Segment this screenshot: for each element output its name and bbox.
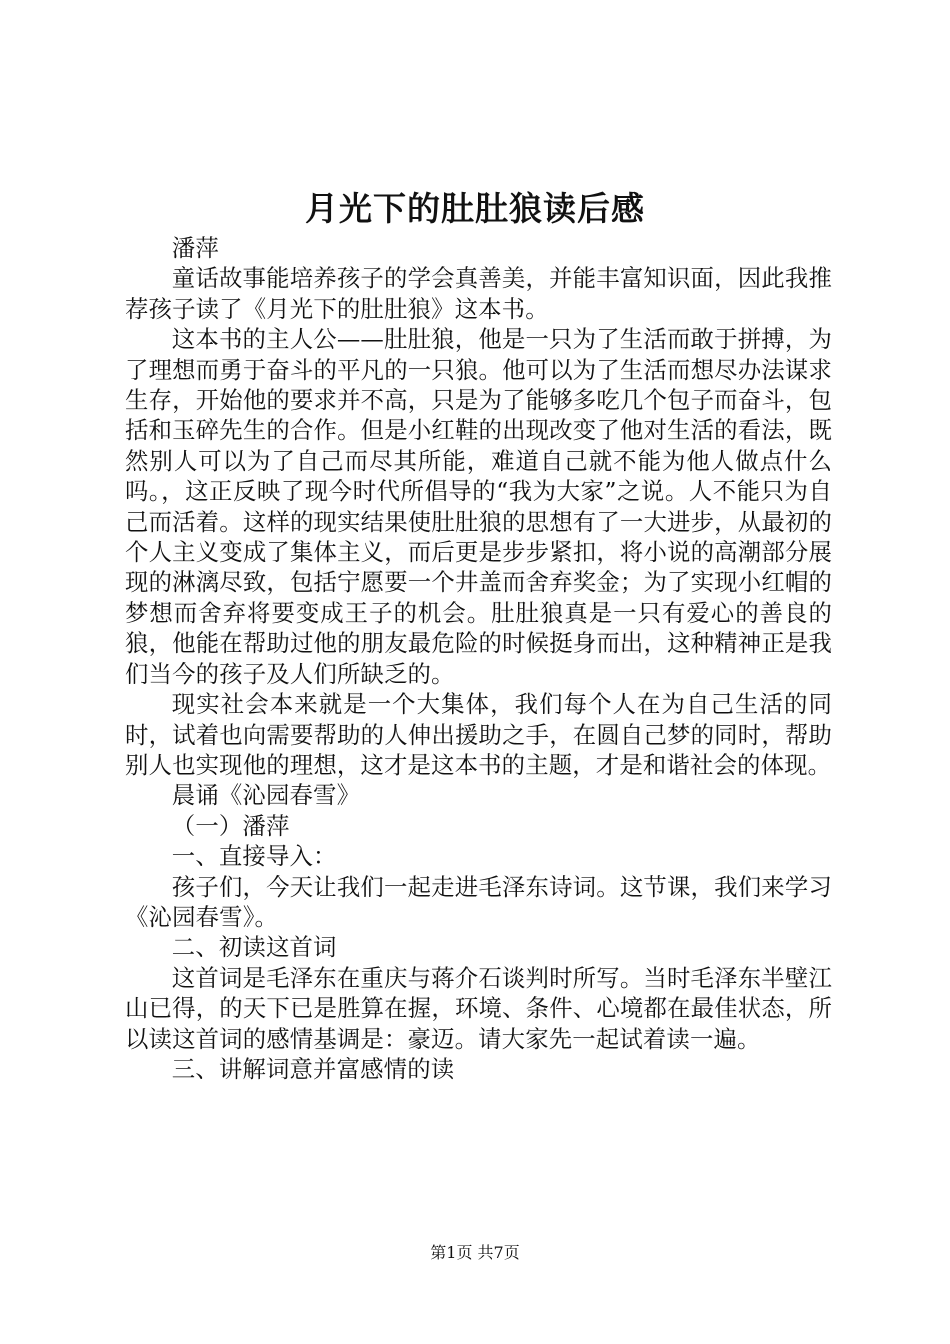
- author-line: （一）潘萍: [171, 811, 290, 840]
- paragraph: 这首词是毛泽东在重庆与蒋介石谈判时所写。当时毛泽东半壁江山已得，的天下已是胜算在握，环境、条件、心境都在最佳状态，所以读这首词的感情基调是：豪迈。请大家先一起试着读一遍。: [125, 963, 832, 1053]
- section-heading: 三、讲解词意并富感情的读: [171, 1054, 455, 1083]
- paragraph: 现实社会本来就是一个大集体，我们每个人在为自己生活的同时，试着也向需要帮助的人伸出援助之手，在圆自己梦的同时，帮助别人也实现他的理想，这才是这本书的主题，才是和谐社会的体现。: [125, 690, 832, 779]
- section-heading: 二、初读这首词: [171, 933, 337, 962]
- paragraph: 这本书的主人公——肚肚狼，他是一只为了生活而敢于拼搏，为了理想而勇于奋斗的平凡的一只狼。他可以为了生活而想尽办法谋求生存，开始他的要求并不高，只是为了能够多吃几个包子而奋斗，包括和玉碎先生的合作。但是小红鞋的出现改变了他对生活的看法，既然别人可以为了自己而尽其所能，难道自己就不能为他人做点什么吗。，这正反映了现今时代所倡导的“我为大家”之说。人不能只为自己而活着。这样的现实结果使肚肚狼的思想有了一大进步，从最初的个人主义变成了集体主义，而后更是步步紧扣，将小说的高潮部分展现的淋漓尽致，包括宁愿要一个井盖而舍弃奖金；为了实现小红帽的梦想而舍弃将要变成王子的机会。肚肚狼真是一只有爱心的善良的狼，他能在帮助过他的朋友最危险的时候挺身而出，这种精神正是我们当今的孩子及人们所缺乏的。: [125, 325, 832, 688]
- document-title: 月光下的肚肚狼读后感: [305, 189, 645, 228]
- page-number-footer: 第1页 共7页: [430, 1243, 520, 1262]
- section-heading: 一、直接导入：: [171, 842, 337, 871]
- section-heading: 晨诵《沁园春雪》: [171, 781, 361, 810]
- author-line: 潘萍: [171, 234, 219, 262]
- paragraph: 孩子们，今天让我们一起走进毛泽东诗词。这节课，我们来学习《沁园春雪》。: [125, 872, 832, 931]
- document-body: [125, 233, 832, 1084]
- paragraph: 童话故事能培养孩子的学会真善美，并能丰富知识面，因此我推荐孩子读了《月光下的肚肚狼》这本书。: [125, 264, 832, 323]
